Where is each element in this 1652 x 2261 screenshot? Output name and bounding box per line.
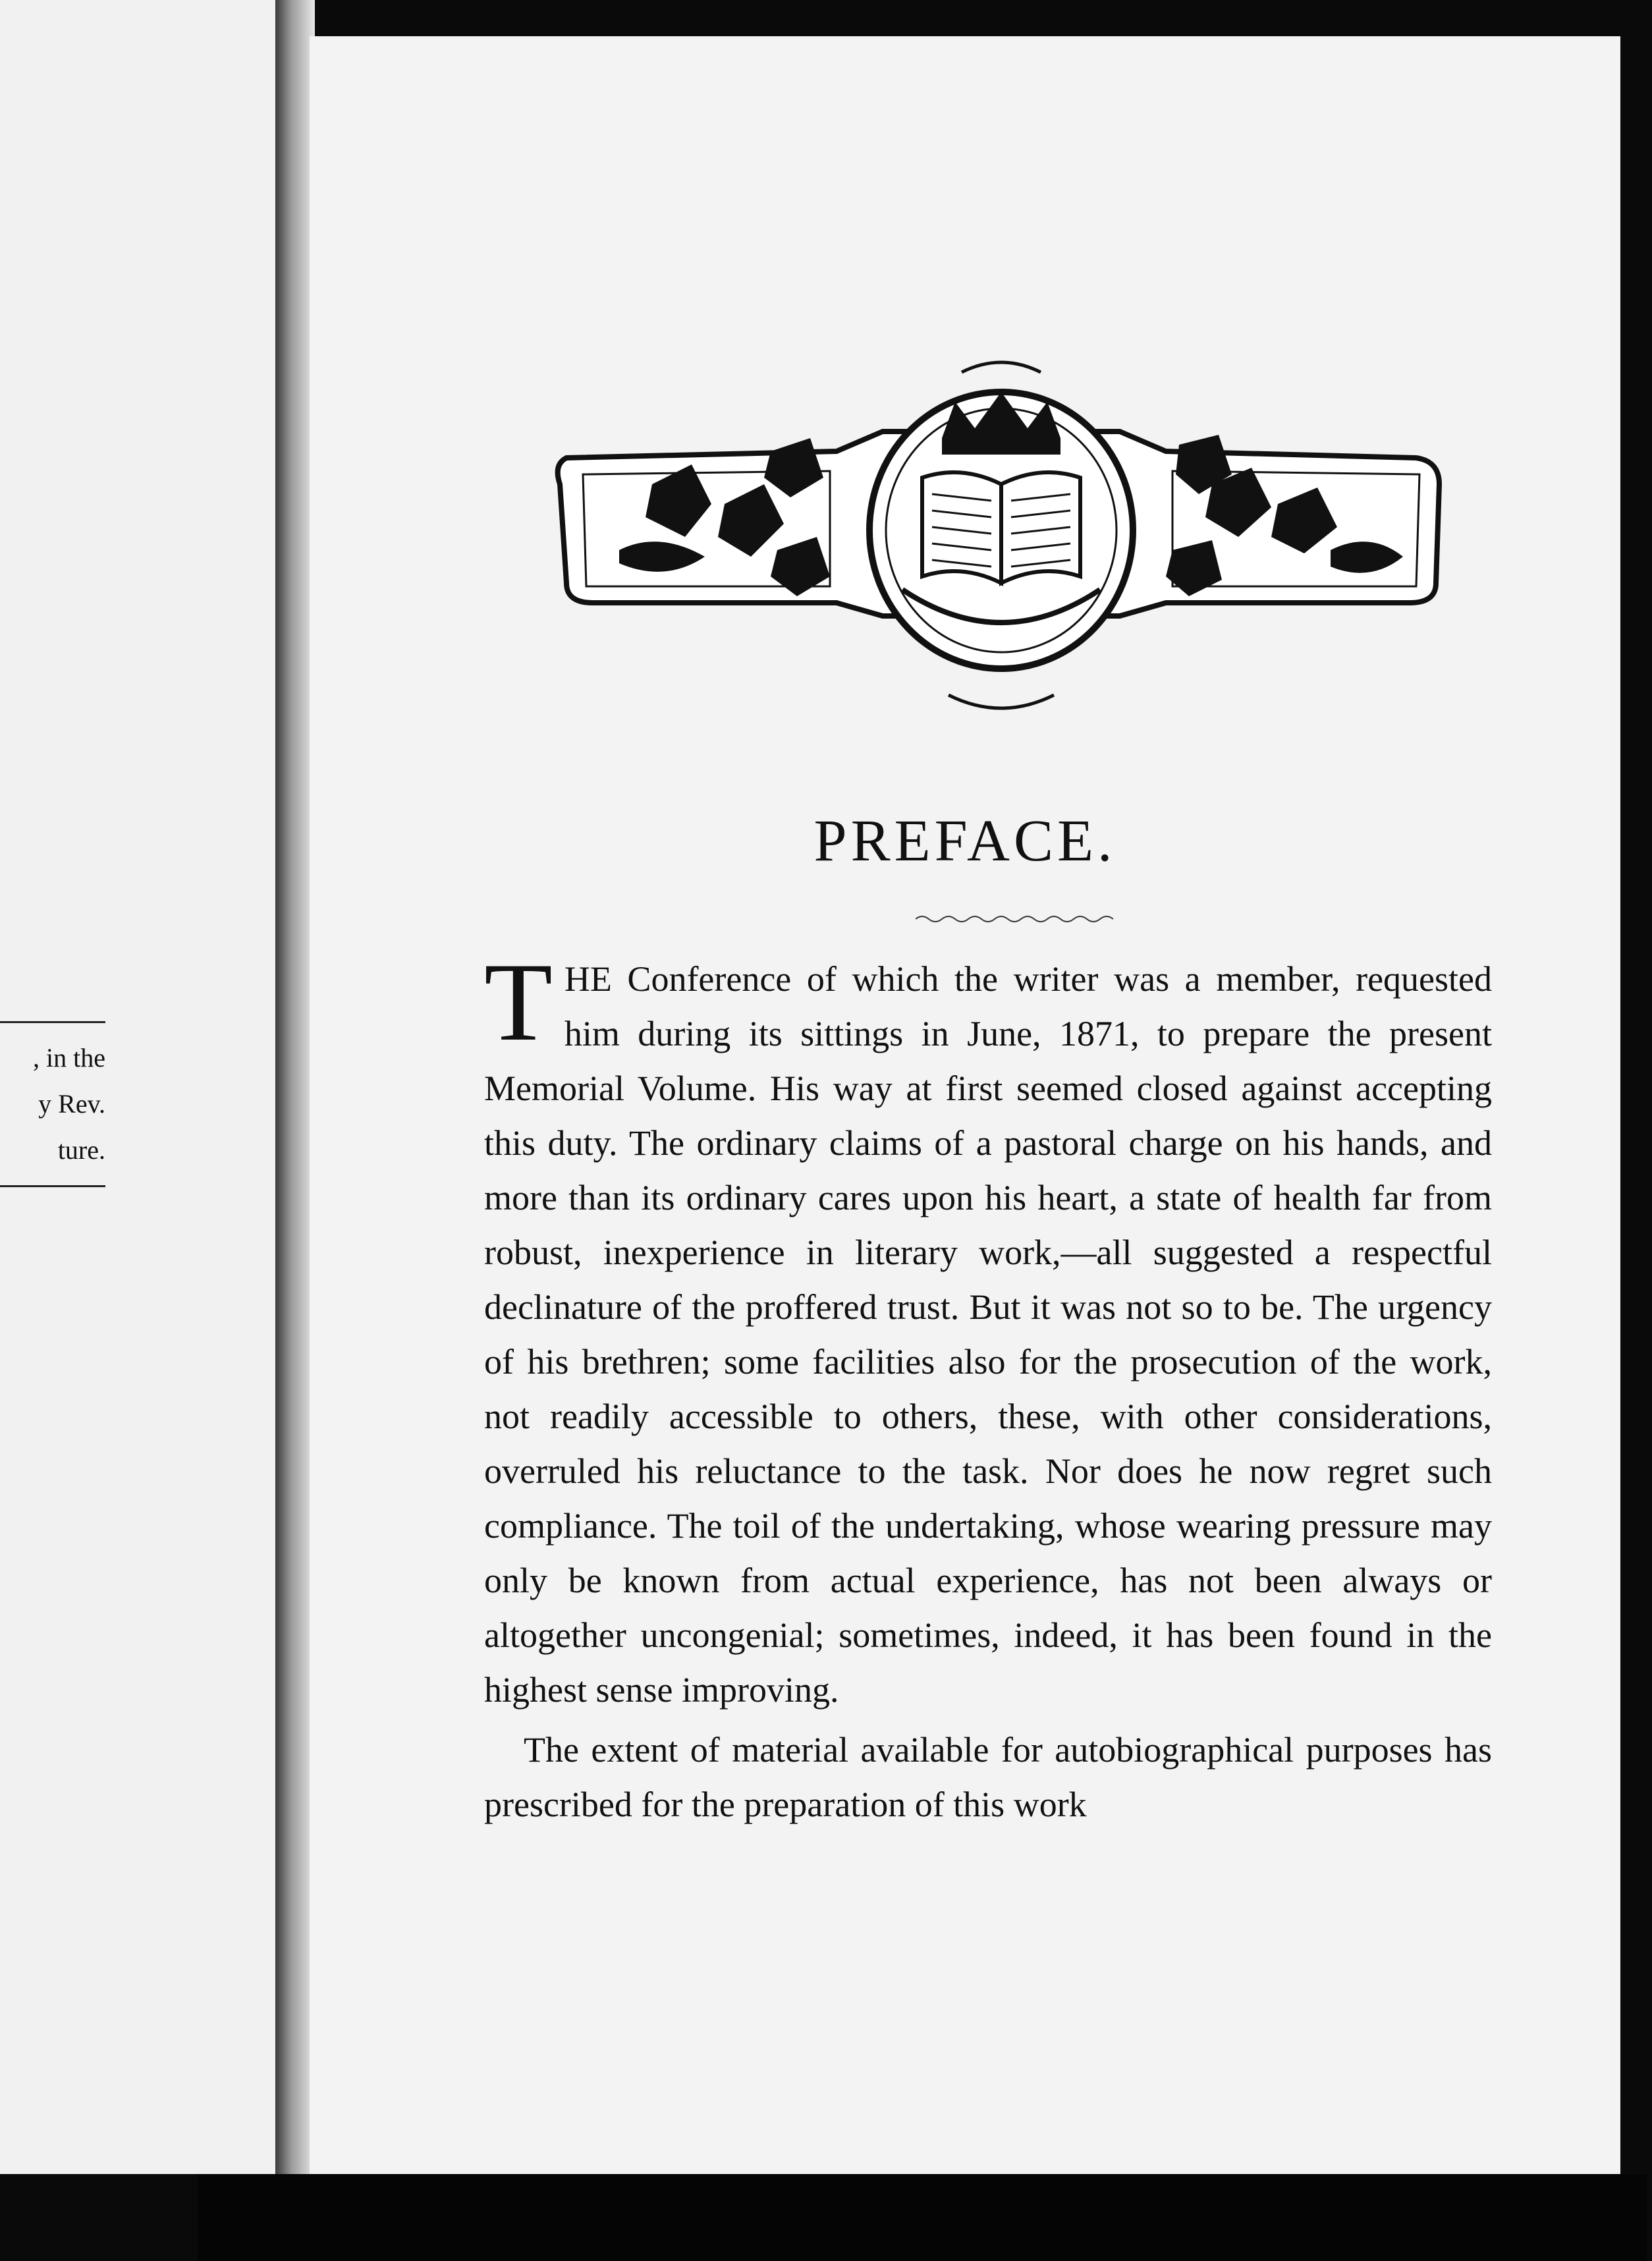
paragraph-2: The extent of material available for autobiographical purposes has prescribed for the preparation of this work [484,1730,1492,1824]
left-fragment-line-2: y Rev. [38,1089,105,1119]
left-fragment-line-1: , in the [33,1043,105,1073]
preface-title: PREFACE. [813,808,1116,874]
paragraph-1 [484,940,1492,1717]
left-fragment-line-3: ture. [57,1135,105,1165]
paragraph-1-text: HE Conference of which the writer was a member, requested him during its sittings in June, 1871, to prepare the present Memorial Volume. His way at first seemed closed against accepting this duty. The ordinary claims of a pastoral charge on his hands, and more than its ordinary cares upon his heart, a state of health far from robust, inexperience in literary work,—all suggested a respectful declinature of the proffered trust. But it was not so to be. The urgency of his brethren; some facilities also for the prosecution of the work, not readily accessible to others, these, with other considerations, overruled his reluctance to the task. Nor does he now regret such compliance. The toil of the undertaking, whose wearing pressure may only be known from actual experience, has not been always or altogether uncongenial; sometimes, indeed, it has been found in the highest sense improving. [484,959,1492,1710]
left-page-fragment [0,1021,105,1187]
book-gutter [275,0,315,2174]
preface-body [484,940,1492,1832]
right-page [310,36,1620,2177]
left-page [0,0,279,2174]
page-bottom-shadow [198,2174,1647,2261]
title-wavy-rule [916,912,1113,926]
drop-cap: T [484,940,553,1064]
ornamental-headpiece [553,352,1449,735]
